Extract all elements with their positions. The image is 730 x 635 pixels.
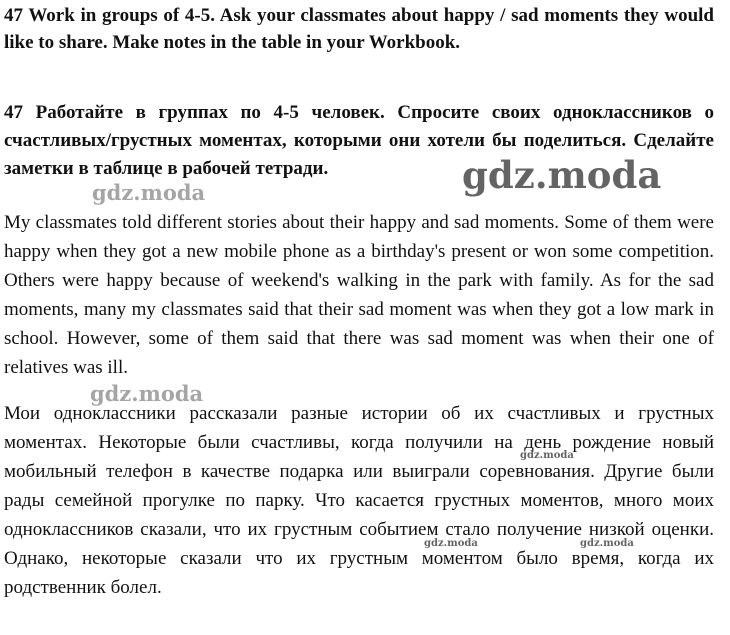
- answer-text-english: My classmates told different stories about their happy and sad moments. Some of them were happy when they got a new mobile phone as a birthday's present or won some competition. Others were happy because of weekend's walking in the park with family. As for the sad moments, many my classmates said that their sad moment was when they got a low mark in school. However, some of them said that there was sad moment was when their one of relatives was ill.: [4, 212, 714, 378]
- watermark-small: gdz.moda: [424, 538, 478, 549]
- watermark-large: gdz.moda: [462, 153, 662, 197]
- watermark-medium: gdz.moda: [90, 381, 204, 406]
- task-text-english: 47 Work in groups of 4-5. Ask your classmates about happy / sad moments they would like to share. Make notes in the table in your Workbook.: [4, 5, 714, 53]
- watermark-medium: gdz.moda: [92, 180, 206, 205]
- watermark-small: gdz.moda: [520, 450, 574, 461]
- watermark-small: gdz.moda: [580, 538, 634, 549]
- answer-text-russian: Мои одноклассники рассказали разные истории об их счастливых и грустных моментах. Некоторые были счастливы, когда получили на день рождение новый мобильный телефон в качестве подарка или выиграли соревнования. Другие были рады семейной прогулке по парку. Что касается грустных моментов, много моих одноклассников сказали, что их грустным событием стало получение низкой оценки. Однако, некоторые сказали что их грустным моментом было время, когда их родственник болел.: [4, 403, 714, 598]
- task-text-russian: 47 Работайте в группах по 4-5 человек. Спросите своих одноклассников о счастливых/грустных моментах, которыми они хотели бы поделиться. Сделайте заметки в таблице в рабочей тетради.: [4, 102, 714, 179]
